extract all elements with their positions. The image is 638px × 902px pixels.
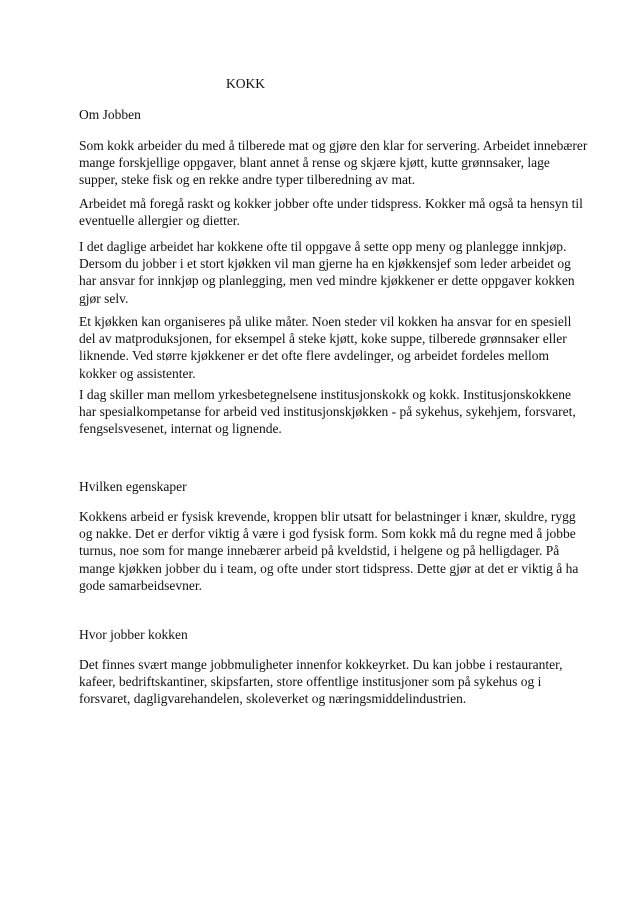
document-title: KOKK <box>226 76 265 91</box>
text-line: og nakke. Det er derfor viktig å være i god fysisk form. Som kokk må du regne med å jobbe <box>79 526 576 542</box>
text-line: kafeer, bedriftskantiner, skipsfarten, store offentlige institusjoner som på sykehus og i <box>79 674 542 690</box>
text-line: Kokkens arbeid er fysisk krevende, kroppen blir utsatt for belastninger i knær, skuldre, rygg <box>79 509 576 524</box>
text-line: I det daglige arbeidet har kokkene ofte til oppgave å sette opp meny og planlegge innkjøp. <box>79 239 567 254</box>
text-line: har spesialkompetanse for arbeid ved institusjonskjøkken - på sykehus, sykehjem, forsvaret, <box>79 404 576 420</box>
paragraph <box>79 313 579 382</box>
text-line: I dag skiller man mellom yrkesbetegnelsene institusjonskokk og kokk. Institusjonskokkene <box>79 387 571 402</box>
paragraph <box>79 508 579 594</box>
text-line: mange forskjellige oppgaver, blant annet å rense og skjære kjøtt, kutte grønnsaker, lage <box>79 155 550 171</box>
text-line: del av matproduksjonen, for eksempel å steke kjøtt, koke suppe, tilberede grønnsaker eller <box>79 331 567 347</box>
text-line: Det finnes svært mange jobbmuligheter innenfor kokkeyrket. Du kan jobbe i restauranter, <box>79 657 563 672</box>
text-line: turnus, noe som for mange innebærer arbeid på kveldstid, i helgene og på helligdager. På <box>79 543 560 559</box>
text-line: kokker og assistenter. <box>79 365 196 381</box>
section-heading-om-jobben: Om Jobben <box>79 107 141 122</box>
text-line: eventuelle allergier og dietter. <box>79 213 240 229</box>
paragraph <box>79 386 579 438</box>
text-line: Et kjøkken kan organiseres på ulike måter. Noen steder vil kokken ha ansvar for en spesiell <box>79 314 572 329</box>
section-heading-hvor-jobber-kokken: Hvor jobber kokken <box>79 627 188 642</box>
paragraph <box>79 195 583 229</box>
text-line: Dersom du jobber i et stort kjøkken vil man gjerne ha en kjøkkensjef som leder arbeidet og <box>79 256 571 272</box>
text-line: Arbeidet må foregå raskt og kokker jobber ofte under tidspress. Kokker må også ta hensyn til <box>79 196 583 211</box>
text-line: forsvaret, dagligvarehandelen, skoleverket og næringsmiddelindustrien. <box>79 691 467 707</box>
text-line: gode samarbeidsevner. <box>79 577 202 593</box>
text-line: supper, steke fisk og en rekke andre typer tilberedning av mat. <box>79 172 416 188</box>
text-line: har ansvar for innkjøp og planlegging, men ved mindre kjøkkener er dette oppgaver kokken <box>79 273 575 289</box>
text-line: liknende. Ved større kjøkkener er det ofte flere avdelinger, og arbeidet fordeles mellom <box>79 348 550 364</box>
text-line: mange kjøkken jobber du i team, og ofte under stort tidspress. Dette gjør at det er viktig å ha <box>79 560 579 576</box>
text-line: gjør selv. <box>79 290 129 306</box>
paragraph <box>79 137 588 189</box>
text-line: fengselsvesenet, internat og lignende. <box>79 421 282 437</box>
paragraph <box>79 656 579 708</box>
paragraph <box>79 238 579 307</box>
text-line: Som kokk arbeider du med å tilberede mat og gjøre den klar for servering. Arbeidet innebærer <box>79 138 588 153</box>
section-heading-hvilken-egenskaper: Hvilken egenskaper <box>79 479 187 494</box>
